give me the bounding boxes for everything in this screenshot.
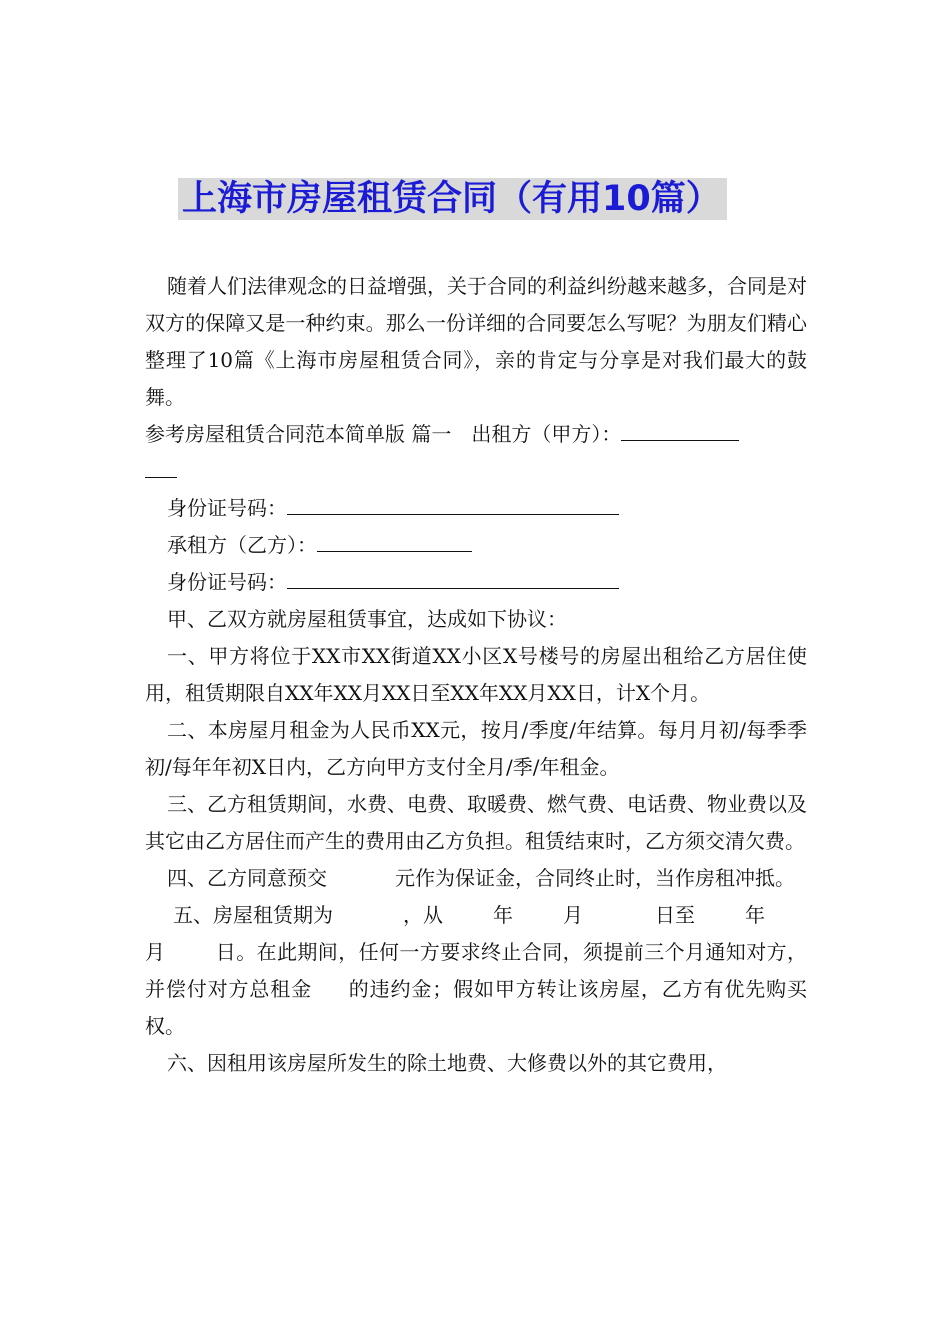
- heading-text: 参考房屋租赁合同范本简单版 篇一 出租方（甲方）：: [145, 422, 622, 446]
- id-line-1: [145, 490, 807, 527]
- clause-5-b: ，从: [403, 903, 443, 927]
- clause-4-a: 四、乙方同意预交: [167, 866, 327, 890]
- clause-6: 六、因租用该房屋所发生的除土地费、大修费以外的其它费用，: [167, 1051, 727, 1075]
- id-label-1: 身份证号码：: [167, 496, 287, 520]
- clause-4-b: 元作为保证金，合同终止时，当作房租冲抵。: [395, 866, 795, 890]
- clause-5-h: 日。在此期间，任何一方要求终止合同，须提前三个月通知对方，并偿付对方总租金: [145, 940, 808, 1001]
- id-line-2: [145, 564, 807, 601]
- clause-5-c: 年: [493, 903, 513, 927]
- heading-line: [145, 416, 807, 490]
- intro-paragraph: 随着人们法律观念的日益增强，关于合同的利益纠纷越来越多，合同是对双方的保障又是一种约束。那么一份详细的合同要怎么写呢？为朋友们精心整理了10篇《上海市房屋租赁合同》，亲的肯定与分享是对我们最大的鼓舞。: [145, 274, 807, 409]
- document-body: [145, 268, 807, 1082]
- document-title: 上海市房屋租赁合同（有用10篇）: [178, 178, 727, 220]
- clause-2: 二、本房屋月租金为人民币XX元，按月/季度/年结算。每月月初/每季季初/每年年初X日内，乙方向甲方支付全月/季/年租金。: [145, 718, 807, 779]
- clause-4: [145, 860, 807, 897]
- clause-5-e: 日至: [655, 903, 695, 927]
- clause-5-i: 的违约金；假如甲方转让该房屋，乙方有优先购买权。: [145, 977, 808, 1038]
- id-label-2: 身份证号码：: [167, 570, 287, 594]
- clause-5: [145, 897, 807, 1045]
- clause-5-d: 月: [563, 903, 583, 927]
- id-blank-2: [287, 568, 619, 589]
- lessee-blank: [317, 531, 472, 552]
- clause-5-g: 月: [145, 940, 166, 964]
- lessee-label: 承租方（乙方）：: [167, 533, 317, 557]
- clause-1: 一、甲方将位于XX市XX街道XX小区X号楼号的房屋出租给乙方居住使用，租赁期限自XX年XX月XX日至XX年XX月XX日，计X个月。: [145, 644, 807, 705]
- lessor-blank-cont: [145, 457, 177, 478]
- agreement-line: 甲、乙双方就房屋租赁事宜，达成如下协议：: [167, 607, 567, 631]
- clause-5-f: 年: [745, 903, 765, 927]
- lessor-blank: [621, 420, 739, 441]
- clause-3: 三、乙方租赁期间，水费、电费、取暖费、燃气费、电话费、物业费以及其它由乙方居住而产生的费用由乙方负担。租赁结束时，乙方须交清欠费。: [145, 792, 807, 853]
- lessee-line: [145, 527, 807, 564]
- id-blank-1: [287, 494, 619, 515]
- clause-5-a: 五、房屋租赁期为: [173, 903, 333, 927]
